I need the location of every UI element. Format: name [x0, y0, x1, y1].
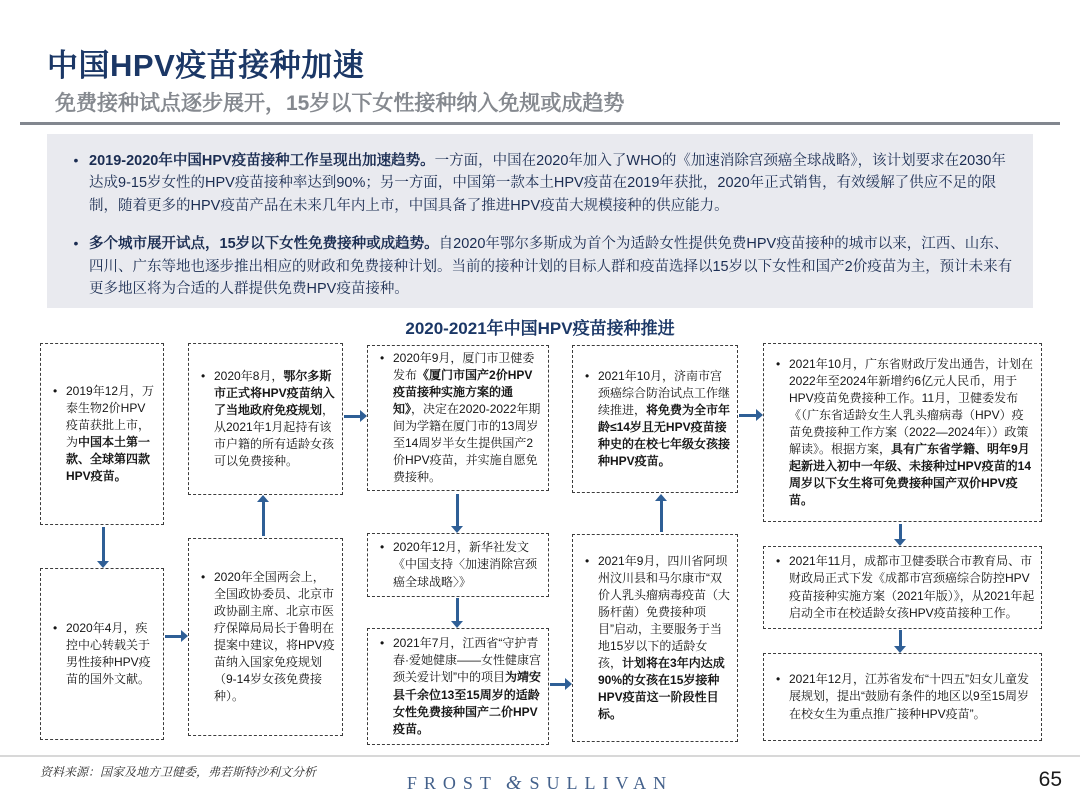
- arrow-down-icon: [102, 527, 105, 561]
- bullet-icon: •: [53, 620, 58, 635]
- timeline-diagram: [0, 338, 1080, 758]
- timeline-box-text: 2020年12月，新华社发文《中国支持〈加速消除宫颈癌全球战略〉》: [393, 540, 538, 589]
- summary-bullet-2: [63, 233, 1013, 300]
- timeline-box-text: 2020年全国两会上，全国政协委员、北京市政协副主席、北京市医疗保障局局长于鲁明在提案中建议，将HPV疫苗纳入国家免疫规划（9-14岁女孩免费接种）。: [214, 569, 335, 704]
- timeline-box-2020-08-ordos: [188, 343, 343, 495]
- timeline-box-text: 2019年12月，万泰生物2价HPV疫苗获批上市，为中国本土第一款、全球第四款HPV疫苗。: [66, 383, 155, 484]
- timeline-box-text: 2021年12月，江苏省发布“十四五”妇女儿童发展规划，提出“鼓励有条件的地区以9至15周岁在校女生为重点推广接种HPV疫苗”。: [789, 672, 1030, 721]
- timeline-box-text: 2021年11月，成都市卫健委联合市教育局、市财政局正式下发《成都市宫颈癌综合防控HPV疫苗接种实施方案（2021年版）》，从2021年起启动全市在校适龄女孩HPV疫苗接种工作。: [789, 554, 1035, 620]
- arrow-right-icon: [550, 683, 565, 686]
- summary-bullet-1-text: 2019-2020年中国HPV疫苗接种工作呈现出加速趋势。一方面，中国在2020年加入了WHO的《加速消除宫颈癌全球战略》，该计划要求在2030年达成9-15岁女性的HPV疫苗接种率达到90%；另一方面，中国第一款本土HPV疫苗在2019年获批，2020年正式销售，有效缓解了供应不足的限制，随着更多的HPV疫苗产品在未来几年内上市，中国具备了推进HPV疫苗大规模接种的供应能力。: [89, 153, 1006, 214]
- arrow-right-icon: [165, 635, 181, 638]
- timeline-box-text: 2020年9月，厦门市卫健委发布《厦门市国产2价HPV疫苗接种实施方案的通知》，决定在2020-2022年期间为学籍在厦门市的13周岁至14周岁半女生提供国产2价HPV疫苗，并实施自愿免费接种。: [393, 350, 541, 485]
- footer-divider: [0, 755, 1080, 757]
- page-subtitle: 免费接种试点逐步展开，15岁以下女性接种纳入免规或成趋势: [55, 92, 625, 115]
- arrow-up-icon: [660, 501, 663, 532]
- bullet-icon: •: [201, 368, 206, 383]
- timeline-box-2021-10-guangdong: [763, 343, 1042, 522]
- bullet-icon: •: [73, 235, 79, 252]
- timeline-box-text: 2021年10月，广东省财政厅发出通告，计划在2022年至2024年新增约6亿元人民币，用于HPV疫苗免费接种工作。11月，卫健委发布《（广东省适龄女生人乳头瘤病毒（HPV）疫苗免费接种工作方案（2022—2024年））政策解读》。根据方案，具有广东省学籍、明年9月起新进入初中一年级、未接种过HPV疫苗的14周岁以下女生将可免费接种国产双价HPV疫苗。: [789, 356, 1034, 508]
- timeline-box-2020-04-cdc: [40, 568, 164, 740]
- timeline-box-text: 2020年8月，鄂尔多斯市正式将HPV疫苗纳入了当地政府免疫规划，从2021年1月起持有该市户籍的所有适龄女孩可以免费接种。: [214, 368, 335, 469]
- timeline-box-text: 2021年7月，江西省“守护青春·爱她健康——女性健康宫颈关爱计划”中的项目为靖安县千余位13至15周岁的适龄女性免费接种国产二价HPV疫苗。: [393, 636, 542, 736]
- bullet-icon: •: [776, 356, 781, 371]
- summary-bullet-2-text: 多个城市展开试点，15岁以下女性免费接种或成趋势。自2020年鄂尔多斯成为首个为适龄女性提供免费HPV疫苗接种的城市以来，江西、山东、四川、广东等地也逐步推出相应的财政和免费接种计划。当前的接种计划的目标人群和疫苗选择以15岁以下女性和国产2价疫苗为主，预计未来有更多地区将为合适的人群提供免费HPV疫苗接种。: [89, 236, 1013, 298]
- bullet-icon: •: [585, 368, 590, 383]
- brand-right: SULLIVAN: [529, 773, 674, 793]
- source-note: 资料来源：国家及地方卫健委，弗若斯特沙利文分析: [40, 765, 317, 779]
- timeline-box-2021-07-jiangxi: [367, 628, 549, 745]
- frost-sullivan-logo: [0, 772, 1080, 795]
- summary-box: [47, 134, 1033, 308]
- bullet-icon: •: [53, 383, 58, 398]
- header-divider: [20, 122, 1060, 125]
- timeline-box-2020-12-xinhua: [367, 533, 549, 597]
- bullet-icon: •: [585, 553, 590, 568]
- diagram-title: 2020-2021年中国HPV疫苗接种推进: [405, 319, 675, 338]
- bullet-icon: •: [380, 350, 385, 365]
- bullet-icon: •: [201, 569, 206, 584]
- arrow-down-icon: [899, 630, 902, 646]
- timeline-box-2019-12-wantai: [40, 343, 164, 525]
- timeline-box-2021-09-sichuan: [572, 534, 738, 742]
- bullet-icon: •: [380, 540, 385, 555]
- ampersand-glyph: &: [505, 772, 522, 794]
- bullet-icon: •: [776, 672, 781, 687]
- arrow-up-icon: [262, 502, 265, 536]
- timeline-box-2021-12-jiangsu: [763, 653, 1042, 741]
- timeline-box-text: 2021年9月，四川省阿坝州汶川县和马尔康市“双价人乳头瘤病毒疫苗（大肠杆菌）免费接种项目”启动，主要服务于当地15岁以下的适龄女孩，计划将在3年内达成90%的女孩在15岁接种HPV疫苗这一阶段性目标。: [598, 553, 731, 722]
- page-title: 中国HPV疫苗接种加速: [47, 48, 365, 83]
- brand-left: FROST: [406, 773, 498, 793]
- arrow-down-icon: [456, 598, 459, 621]
- arrow-down-icon: [456, 494, 459, 526]
- timeline-box-2021-10-jinan: [572, 345, 738, 493]
- arrow-down-icon: [899, 524, 902, 539]
- arrow-right-icon: [739, 414, 756, 417]
- arrow-right-icon: [344, 415, 360, 418]
- summary-bullet-1: [63, 150, 1013, 217]
- timeline-box-2020-lianghui: [188, 538, 343, 736]
- timeline-box-text: 2021年10月，济南市宫颈癌综合防治试点工作继续推进，将免费为全市年龄≤14岁且无HPV疫苗接种史的在校七年级女孩接种HPV疫苗。: [598, 368, 731, 469]
- timeline-box-2020-09-xiamen: [367, 345, 549, 491]
- bullet-icon: •: [776, 554, 781, 569]
- bullet-icon: •: [73, 152, 79, 168]
- timeline-box-text: 2020年4月，疾控中心转载关于男性接种HPV疫苗的国外文献。: [66, 620, 151, 687]
- timeline-box-2021-11-chengdu: [763, 546, 1042, 629]
- bullet-icon: •: [380, 636, 385, 651]
- page-number: 65: [1038, 768, 1062, 791]
